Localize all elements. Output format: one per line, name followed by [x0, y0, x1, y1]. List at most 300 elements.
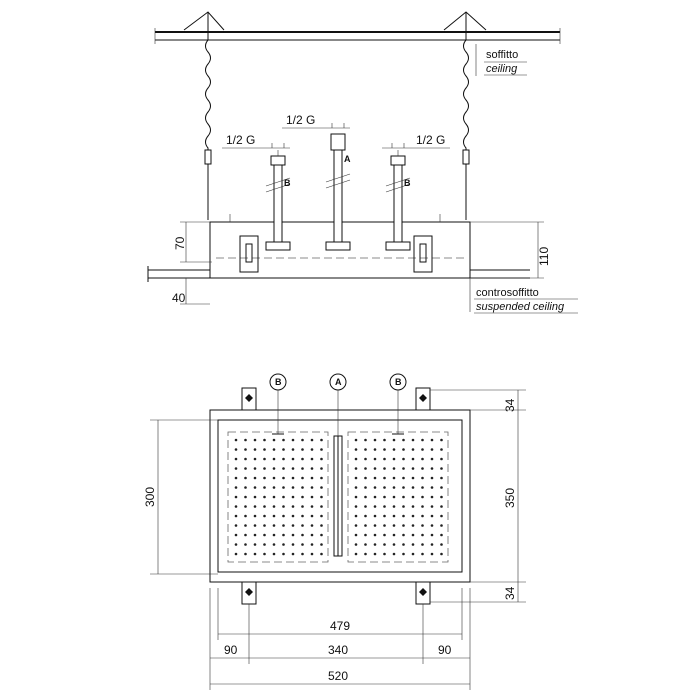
- nozzle: [311, 515, 314, 518]
- dim-right-stack: [430, 390, 526, 602]
- nozzle: [292, 439, 295, 442]
- nozzle: [355, 486, 358, 489]
- nozzle: [383, 505, 386, 508]
- thread-label-center: 1/2 G: [286, 113, 316, 127]
- nozzle: [244, 543, 247, 546]
- nozzle: [402, 467, 405, 470]
- nozzle: [355, 467, 358, 470]
- nozzle: [383, 543, 386, 546]
- thread-label-left: 1/2 G: [226, 133, 256, 147]
- nozzle: [440, 477, 443, 480]
- nozzle: [421, 496, 424, 499]
- nozzle: [244, 477, 247, 480]
- nozzle: [355, 543, 358, 546]
- nozzle: [282, 486, 285, 489]
- plan-view: [143, 374, 526, 690]
- nozzle: [263, 467, 266, 470]
- nozzle: [364, 496, 367, 499]
- nozzle: [301, 505, 304, 508]
- nozzle: [273, 553, 276, 556]
- nozzle: [263, 477, 266, 480]
- nozzle: [412, 515, 415, 518]
- nozzle: [431, 496, 434, 499]
- inlet-pipe-b-left: [266, 150, 290, 242]
- nozzle: [301, 543, 304, 546]
- nozzle: [421, 439, 424, 442]
- nozzle: [311, 496, 314, 499]
- nozzle: [364, 553, 367, 556]
- nozzle: [244, 448, 247, 451]
- nozzle: [320, 486, 323, 489]
- nozzle: [320, 543, 323, 546]
- nozzle: [393, 467, 396, 470]
- nozzle: [244, 524, 247, 527]
- nozzle: [393, 458, 396, 461]
- nozzle: [273, 477, 276, 480]
- nozzle: [355, 439, 358, 442]
- nozzle: [364, 515, 367, 518]
- nozzle: [440, 467, 443, 470]
- nozzle: [364, 448, 367, 451]
- nozzle: [301, 458, 304, 461]
- nozzle: [273, 505, 276, 508]
- dim-34-bottom: 34: [503, 586, 517, 600]
- nozzle: [301, 515, 304, 518]
- nozzle: [273, 486, 276, 489]
- nozzle: [431, 458, 434, 461]
- nozzle: [355, 553, 358, 556]
- nozzle: [364, 486, 367, 489]
- nozzle: [292, 505, 295, 508]
- nozzle: [374, 477, 377, 480]
- nozzle: [421, 505, 424, 508]
- ceiling-label-en: ceiling: [486, 63, 518, 75]
- nozzle: [301, 477, 304, 480]
- nozzle: [282, 534, 285, 537]
- dim-479: 479: [330, 619, 351, 633]
- nozzle: [364, 467, 367, 470]
- suspended-ceiling: [148, 266, 530, 282]
- nozzle: [431, 477, 434, 480]
- nozzle: [301, 486, 304, 489]
- nozzle: [421, 486, 424, 489]
- nozzle: [235, 524, 238, 527]
- nozzle: [374, 467, 377, 470]
- nozzle: [440, 505, 443, 508]
- nozzle: [254, 477, 257, 480]
- nozzle: [374, 486, 377, 489]
- nozzle: [383, 534, 386, 537]
- nozzle: [301, 524, 304, 527]
- nozzle: [263, 543, 266, 546]
- nozzle: [412, 524, 415, 527]
- nozzle: [320, 439, 323, 442]
- nozzle: [301, 448, 304, 451]
- nozzle: [282, 439, 285, 442]
- nozzle: [273, 467, 276, 470]
- nozzle: [402, 543, 405, 546]
- nozzle: [282, 458, 285, 461]
- nozzle: [374, 534, 377, 537]
- nozzle: [412, 439, 415, 442]
- nozzle: [320, 477, 323, 480]
- suspended-ceiling-label-en: suspended ceiling: [476, 301, 565, 313]
- nozzle: [431, 505, 434, 508]
- nozzle: [254, 515, 257, 518]
- nozzle: [292, 458, 295, 461]
- svg-text:70: 70: [173, 236, 187, 250]
- nozzle: [393, 477, 396, 480]
- nozzle: [412, 458, 415, 461]
- nozzle: [235, 467, 238, 470]
- nozzle: [282, 477, 285, 480]
- nozzle: [273, 534, 276, 537]
- nozzle: [311, 505, 314, 508]
- nozzle: [292, 448, 295, 451]
- nozzle: [402, 448, 405, 451]
- nozzle: [374, 553, 377, 556]
- nozzle: [320, 524, 323, 527]
- nozzle: [273, 439, 276, 442]
- nozzle: [412, 448, 415, 451]
- nozzle: [393, 439, 396, 442]
- nozzle: [412, 486, 415, 489]
- nozzle: [431, 543, 434, 546]
- nozzle: [273, 515, 276, 518]
- nozzle: [292, 486, 295, 489]
- nozzle: [364, 439, 367, 442]
- nozzle: [383, 553, 386, 556]
- nozzle: [301, 496, 304, 499]
- nozzle: [431, 534, 434, 537]
- nozzle: [421, 543, 424, 546]
- nozzle: [320, 515, 323, 518]
- nozzle: [364, 534, 367, 537]
- nozzle: [402, 439, 405, 442]
- nozzle: [393, 524, 396, 527]
- nozzle: [431, 524, 434, 527]
- nozzle: [263, 448, 266, 451]
- nozzle: [421, 515, 424, 518]
- nozzle: [282, 515, 285, 518]
- nozzle: [320, 467, 323, 470]
- nozzle: [235, 515, 238, 518]
- nozzle: [355, 458, 358, 461]
- nozzle: [263, 486, 266, 489]
- nozzle: [311, 543, 314, 546]
- nozzle: [311, 486, 314, 489]
- nozzle: [320, 505, 323, 508]
- nozzle: [273, 458, 276, 461]
- nozzle: [421, 458, 424, 461]
- plan-bracket-bottom-right: [416, 582, 430, 604]
- nozzle: [421, 553, 424, 556]
- nozzle: [355, 524, 358, 527]
- nozzle: [355, 448, 358, 451]
- dim-70: [173, 222, 212, 262]
- nozzle: [431, 467, 434, 470]
- bubble-b-left: [270, 374, 286, 434]
- nozzle: [235, 448, 238, 451]
- nozzle: [402, 534, 405, 537]
- nozzle: [244, 439, 247, 442]
- nozzle: [421, 448, 424, 451]
- nozzle: [374, 524, 377, 527]
- nozzle: [412, 467, 415, 470]
- nozzle: [263, 515, 266, 518]
- nozzle: [374, 496, 377, 499]
- nozzle: [263, 458, 266, 461]
- svg-text:B: B: [275, 377, 282, 387]
- nozzle: [412, 534, 415, 537]
- nozzle: [254, 467, 257, 470]
- dim-350: 350: [503, 487, 517, 508]
- suspended-ceiling-label-it: controsoffitto: [476, 287, 539, 299]
- nozzle: [244, 458, 247, 461]
- nozzle: [402, 477, 405, 480]
- nozzle: [355, 477, 358, 480]
- nozzle: [364, 524, 367, 527]
- nozzle: [235, 477, 238, 480]
- nozzle: [374, 439, 377, 442]
- plan-bracket-top-right: [416, 388, 430, 410]
- nozzle: [440, 524, 443, 527]
- nozzle: [311, 439, 314, 442]
- nozzle: [364, 477, 367, 480]
- dim-34-top: 34: [503, 398, 517, 412]
- inlet-pipe-a-center: [326, 134, 350, 242]
- nozzle: [393, 543, 396, 546]
- nozzle: [364, 543, 367, 546]
- nozzle: [292, 496, 295, 499]
- nozzle: [292, 467, 295, 470]
- nozzle: [320, 496, 323, 499]
- nozzle: [374, 448, 377, 451]
- nozzle: [431, 439, 434, 442]
- nozzle: [235, 505, 238, 508]
- nozzle: [263, 534, 266, 537]
- dim-40: [172, 278, 210, 305]
- nozzle: [440, 448, 443, 451]
- nozzle: [320, 448, 323, 451]
- nozzle: [374, 505, 377, 508]
- nozzle: [440, 534, 443, 537]
- nozzle-grid: [235, 439, 443, 556]
- nozzle: [292, 534, 295, 537]
- nozzle: [235, 439, 238, 442]
- bubble-b-right: [390, 374, 406, 434]
- pipe-letter-a: A: [344, 154, 351, 164]
- nozzle: [383, 515, 386, 518]
- nozzle: [383, 448, 386, 451]
- nozzle: [412, 553, 415, 556]
- nozzle: [383, 524, 386, 527]
- nozzle: [393, 515, 396, 518]
- nozzle: [355, 496, 358, 499]
- nozzle: [282, 543, 285, 546]
- nozzle: [402, 553, 405, 556]
- nozzle: [311, 477, 314, 480]
- nozzle: [402, 458, 405, 461]
- nozzle: [244, 505, 247, 508]
- ceiling-slab: [155, 28, 560, 44]
- nozzle: [254, 543, 257, 546]
- nozzle: [244, 553, 247, 556]
- nozzle: [402, 524, 405, 527]
- nozzle: [320, 534, 323, 537]
- nozzle: [393, 486, 396, 489]
- nozzle: [412, 543, 415, 546]
- nozzle: [282, 553, 285, 556]
- nozzle: [364, 505, 367, 508]
- svg-text:110: 110: [537, 246, 551, 266]
- svg-text:A: A: [335, 377, 342, 387]
- nozzle: [421, 477, 424, 480]
- nozzle: [244, 515, 247, 518]
- nozzle: [374, 515, 377, 518]
- nozzle: [254, 496, 257, 499]
- nozzle: [431, 515, 434, 518]
- nozzle: [402, 515, 405, 518]
- nozzle: [244, 486, 247, 489]
- nozzle: [402, 496, 405, 499]
- nozzle: [263, 505, 266, 508]
- nozzle: [282, 505, 285, 508]
- nozzle: [311, 458, 314, 461]
- nozzle: [421, 467, 424, 470]
- side-elevation: [148, 12, 578, 313]
- nozzle: [235, 496, 238, 499]
- dim-90-left: 90: [224, 643, 238, 657]
- nozzle: [254, 524, 257, 527]
- nozzle: [254, 448, 257, 451]
- nozzle: [440, 496, 443, 499]
- nozzle: [431, 448, 434, 451]
- nozzle: [282, 448, 285, 451]
- nozzle: [301, 534, 304, 537]
- nozzle: [440, 486, 443, 489]
- nozzle: [320, 553, 323, 556]
- pipe-letter-b-right: B: [404, 178, 411, 188]
- nozzle: [383, 467, 386, 470]
- nozzle: [301, 467, 304, 470]
- nozzle: [383, 477, 386, 480]
- nozzle: [440, 543, 443, 546]
- nozzle: [383, 458, 386, 461]
- nozzle: [235, 543, 238, 546]
- bubble-a-center: [330, 374, 346, 436]
- nozzle: [263, 524, 266, 527]
- nozzle: [254, 439, 257, 442]
- nozzle: [273, 543, 276, 546]
- nozzle: [421, 534, 424, 537]
- dim-90-right: 90: [438, 643, 452, 657]
- nozzle: [402, 486, 405, 489]
- nozzle: [393, 534, 396, 537]
- nozzle: [440, 553, 443, 556]
- suspension-chain-left: [206, 40, 211, 220]
- dim-520: 520: [328, 669, 349, 683]
- plan-bracket-top-left: [242, 388, 256, 410]
- nozzle: [244, 496, 247, 499]
- nozzle: [311, 534, 314, 537]
- nozzle: [282, 467, 285, 470]
- ceiling-anchor-right: [444, 12, 486, 40]
- nozzle: [440, 515, 443, 518]
- nozzle: [254, 553, 257, 556]
- nozzle: [440, 458, 443, 461]
- nozzle: [311, 524, 314, 527]
- nozzle: [412, 496, 415, 499]
- nozzle: [301, 439, 304, 442]
- nozzle: [263, 553, 266, 556]
- suspension-chain-right: [464, 40, 469, 220]
- dim-300: [143, 420, 218, 574]
- nozzle: [431, 553, 434, 556]
- nozzle: [235, 553, 238, 556]
- nozzle: [383, 486, 386, 489]
- nozzle: [244, 467, 247, 470]
- nozzle: [301, 553, 304, 556]
- nozzle: [402, 505, 405, 508]
- nozzle: [440, 439, 443, 442]
- ceiling-anchor-left: [184, 12, 224, 40]
- nozzle: [273, 524, 276, 527]
- nozzle: [393, 448, 396, 451]
- ceiling-label-it: soffitto: [486, 49, 519, 61]
- inlet-pipe-b-right: [386, 150, 410, 242]
- nozzle: [320, 458, 323, 461]
- nozzle: [254, 505, 257, 508]
- nozzle: [282, 524, 285, 527]
- dim-340: 340: [328, 643, 349, 657]
- nozzle: [235, 486, 238, 489]
- nozzle: [393, 505, 396, 508]
- nozzle: [244, 534, 247, 537]
- nozzle: [311, 553, 314, 556]
- svg-text:300: 300: [143, 486, 157, 507]
- nozzle: [393, 496, 396, 499]
- nozzle: [311, 448, 314, 451]
- nozzle: [374, 458, 377, 461]
- nozzle: [273, 448, 276, 451]
- nozzle: [254, 534, 257, 537]
- nozzle: [235, 458, 238, 461]
- nozzle: [421, 524, 424, 527]
- svg-text:B: B: [395, 377, 402, 387]
- dim-bottom-stack: [210, 588, 470, 690]
- nozzle: [292, 524, 295, 527]
- nozzle: [393, 553, 396, 556]
- nozzle: [355, 505, 358, 508]
- nozzle: [263, 439, 266, 442]
- nozzle: [383, 439, 386, 442]
- nozzle: [364, 458, 367, 461]
- nozzle: [292, 515, 295, 518]
- nozzle: [292, 477, 295, 480]
- nozzle: [374, 543, 377, 546]
- nozzle: [383, 496, 386, 499]
- nozzle: [412, 505, 415, 508]
- nozzle: [355, 515, 358, 518]
- nozzle: [355, 534, 358, 537]
- nozzle: [311, 467, 314, 470]
- nozzle: [412, 477, 415, 480]
- nozzle: [292, 553, 295, 556]
- nozzle: [273, 496, 276, 499]
- nozzle: [263, 496, 266, 499]
- plan-bracket-bottom-left: [242, 582, 256, 604]
